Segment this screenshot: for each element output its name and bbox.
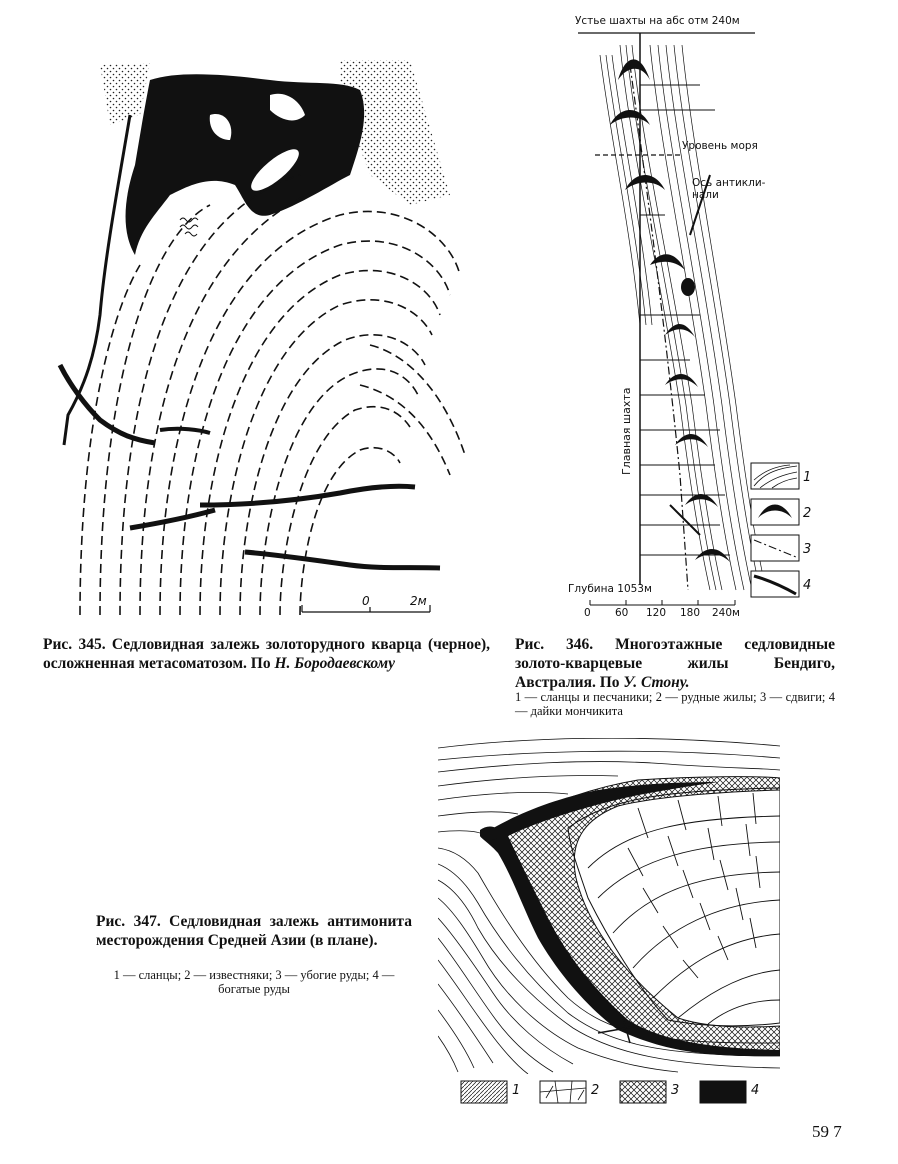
legend-346-num-3: 3 xyxy=(803,542,812,557)
legend-347 xyxy=(460,1078,760,1108)
figure-347-plan xyxy=(438,738,780,1074)
label-sea-level: Уровень моря xyxy=(682,140,758,152)
scale-tick-240: 240м xyxy=(712,607,740,619)
scale-zero-label-345: 0 xyxy=(362,594,370,608)
label-main-shaft: Главная шахта xyxy=(620,387,633,475)
caption-346-author: У. Стону. xyxy=(623,674,690,691)
legend-346-num-4: 4 xyxy=(803,578,812,593)
label-depth: Глубина 1053м xyxy=(568,583,652,595)
legend-347-box-4 xyxy=(700,1081,746,1103)
legend-347-box-3 xyxy=(620,1081,666,1103)
figure-345-map xyxy=(40,55,490,620)
caption-346-main: Рис. 346. Многоэтажные седловидные золото-кварцевые жилы Бендиго, Австралия. По xyxy=(515,636,835,691)
page-number: 59 7 xyxy=(812,1122,842,1141)
legend-347-num-3: 3 xyxy=(671,1083,680,1098)
scale-tick-120: 120 xyxy=(646,607,667,619)
legend-347-box-2 xyxy=(540,1081,586,1103)
legend-347-box-1 xyxy=(461,1081,507,1103)
legend-347-text: 1 — сланцы; 2 — известняки; 3 — убогие руды; 4 — богатые руды xyxy=(113,968,395,996)
legend-347-num-2: 2 xyxy=(591,1083,600,1098)
legend-346-text: 1 — сланцы и песчаники; 2 — рудные жилы; 3 — сдвиги; 4 — дайки мончикита xyxy=(515,690,835,718)
legend-346 xyxy=(750,462,805,600)
legend-347-num-1: 1 xyxy=(512,1083,521,1098)
scale-end-label-345: 2м xyxy=(410,594,427,608)
legend-346-num-2: 2 xyxy=(803,506,812,521)
legend-346-box-2 xyxy=(751,499,799,525)
label-shaft-top: Устье шахты на абс отм 240м xyxy=(575,15,740,27)
caption-347: Рис. 347. Седловидная залежь антимонита месторождения Средней Азии (в плане). xyxy=(96,913,412,949)
caption-345 xyxy=(43,635,490,673)
scale-tick-0: 0 xyxy=(584,607,591,619)
scale-tick-180: 180 xyxy=(680,607,701,619)
caption-345-author: Н. Бородаевскому xyxy=(274,655,396,672)
legend-346-num-1: 1 xyxy=(803,470,812,485)
caption-346 xyxy=(515,635,835,692)
scale-tick-60: 60 xyxy=(615,607,629,619)
legend-347-num-4: 4 xyxy=(751,1083,760,1098)
caption-345-main: Рис. 345. Седловидная залежь золоторудного кварца (черное), осложненная метасоматозом. По xyxy=(43,636,490,672)
label-anticline-axis: Ось антикли- нали xyxy=(692,177,766,201)
